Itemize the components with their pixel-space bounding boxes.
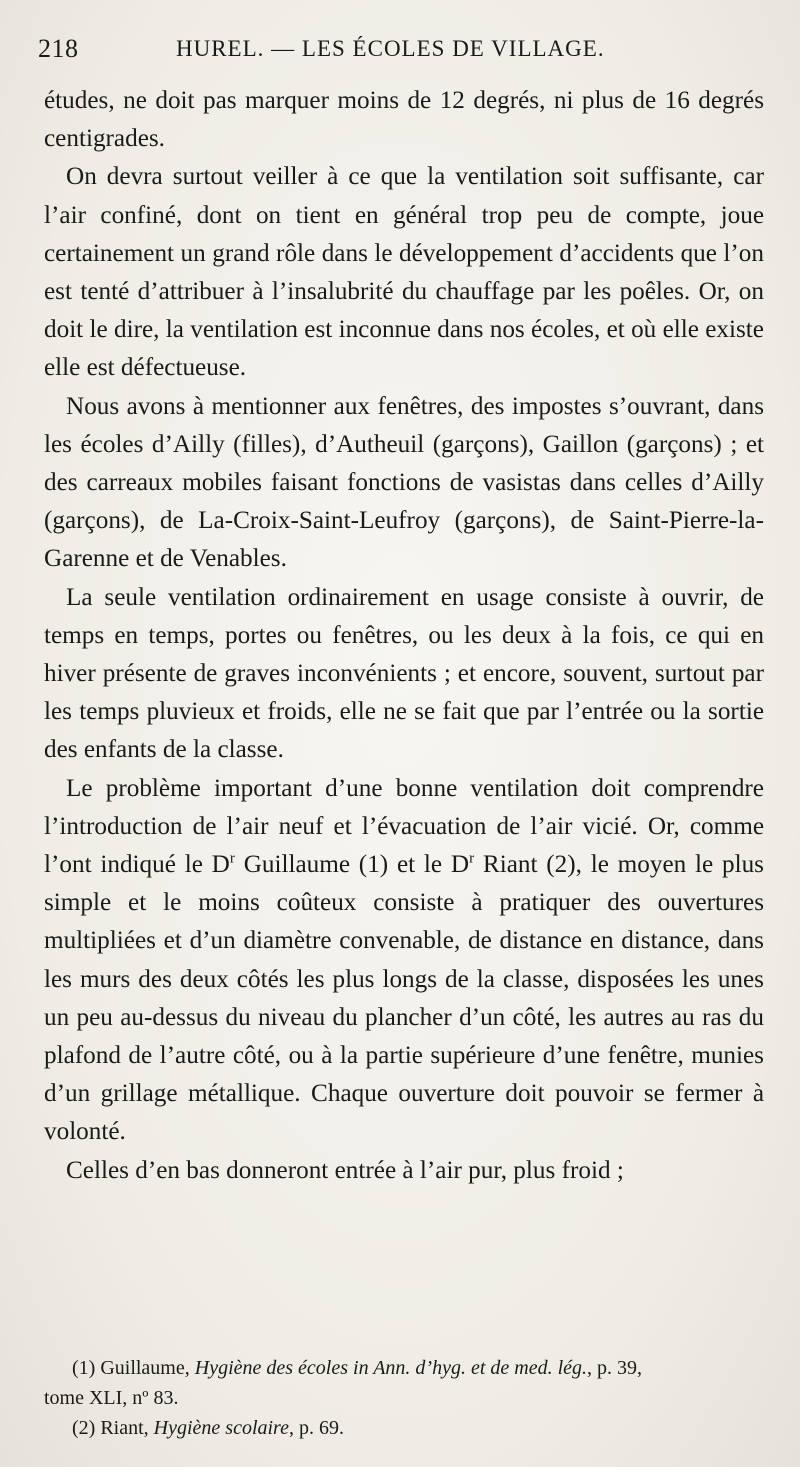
footnote-2-suffix: , p. 69.: [288, 1417, 344, 1439]
footnote-1-continuation: tome XLI, nº 83.: [44, 1387, 179, 1409]
paragraph-5-part-2: Guillaume (1) et le D: [234, 851, 470, 879]
page-header: [38, 30, 764, 70]
footnote-1-suffix: , p. 39,: [587, 1357, 643, 1379]
footnote-2: [44, 1413, 770, 1443]
paragraph-6: Celles d’en bas donneront entrée à l’air pur, plus froid ;: [66, 1156, 624, 1184]
paragraph-2: On devra surtout veiller à ce que la ventilation soit suffisante, car l’air confiné, dont on tient en général trop peu de compte, joue certainement un grand rôle dans le développement d’accidents que l’on est tenté d’attribuer à l’insalubrité du chauffage par les poêles. Or, on doit le dire, la ventilation est inconnue dans nos écoles, et où elle existe elle est défectueuse.: [44, 163, 764, 382]
footnotes: [44, 1353, 770, 1443]
superscript-dr-1: r: [229, 850, 235, 867]
paragraph-1: études, ne doit pas marquer moins de 12 degrés, ni plus de 16 degrés centigrades.: [44, 87, 764, 153]
paragraph-5-part-3: Riant (2), le moyen le plus simple et le moins coûteux consiste à pratiquer des ouvertures multipliées et d’un diamètre convenable, de distance en distance, dans les murs des deux côtés les plus longs de la classe, disposées les unes un peu au-dessus du niveau du plancher d’un côté, les autres au ras du plafond de l’autre côté, ou à la partie supérieure d’une fenêtre, munies d’un grillage métallique. Chaque ouverture doit pouvoir se fermer à volonté.: [44, 851, 764, 1146]
page-number: 218: [38, 34, 79, 63]
footnote-2-title: Hygiène scolaire: [153, 1417, 289, 1439]
footnote-1-title: Hygiène des écoles in Ann. d’hyg. et de med. lég.: [194, 1357, 588, 1379]
body-text: [44, 82, 764, 1190]
footnote-2-prefix: (2) Riant,: [72, 1417, 154, 1439]
paragraph-5-part-1: Le problème important d’une bonne ventilation doit comprendre l’introduction de l’air neuf et l’évacuation de l’air vicié. Or, comme l’ont indiqué le D: [44, 774, 764, 879]
paragraph-3: Nous avons à mentionner aux fenêtres, des impostes s’ouvrant, dans les écoles d’Ailly (filles), d’Autheuil (garçons), Gaillon (garçons) ; et des carreaux mobiles faisant fonctions de vasistas dans celles d’Ailly (garçons), de La-Croix-Saint-Leufroy (garçons), de Saint-Pierre-la-Garenne et de Venables.: [44, 392, 764, 573]
superscript-dr-2: r: [469, 850, 475, 867]
running-title: HUREL. — LES ÉCOLES DE VILLAGE.: [176, 36, 605, 61]
footnote-1-prefix: (1) Guillaume,: [72, 1357, 195, 1379]
footnote-1: [44, 1353, 770, 1383]
paragraph-4: La seule ventilation ordinairement en usage consiste à ouvrir, de temps en temps, portes ou fenêtres, ou les deux à la fois, ce qui en hiver présente de graves inconvénients ; et encore, souvent, surtout par les temps pluvieux et froids, elle ne se fait que par l’entrée ou la sortie des enfants de la classe.: [44, 583, 764, 764]
paragraph-5: [44, 770, 764, 1152]
